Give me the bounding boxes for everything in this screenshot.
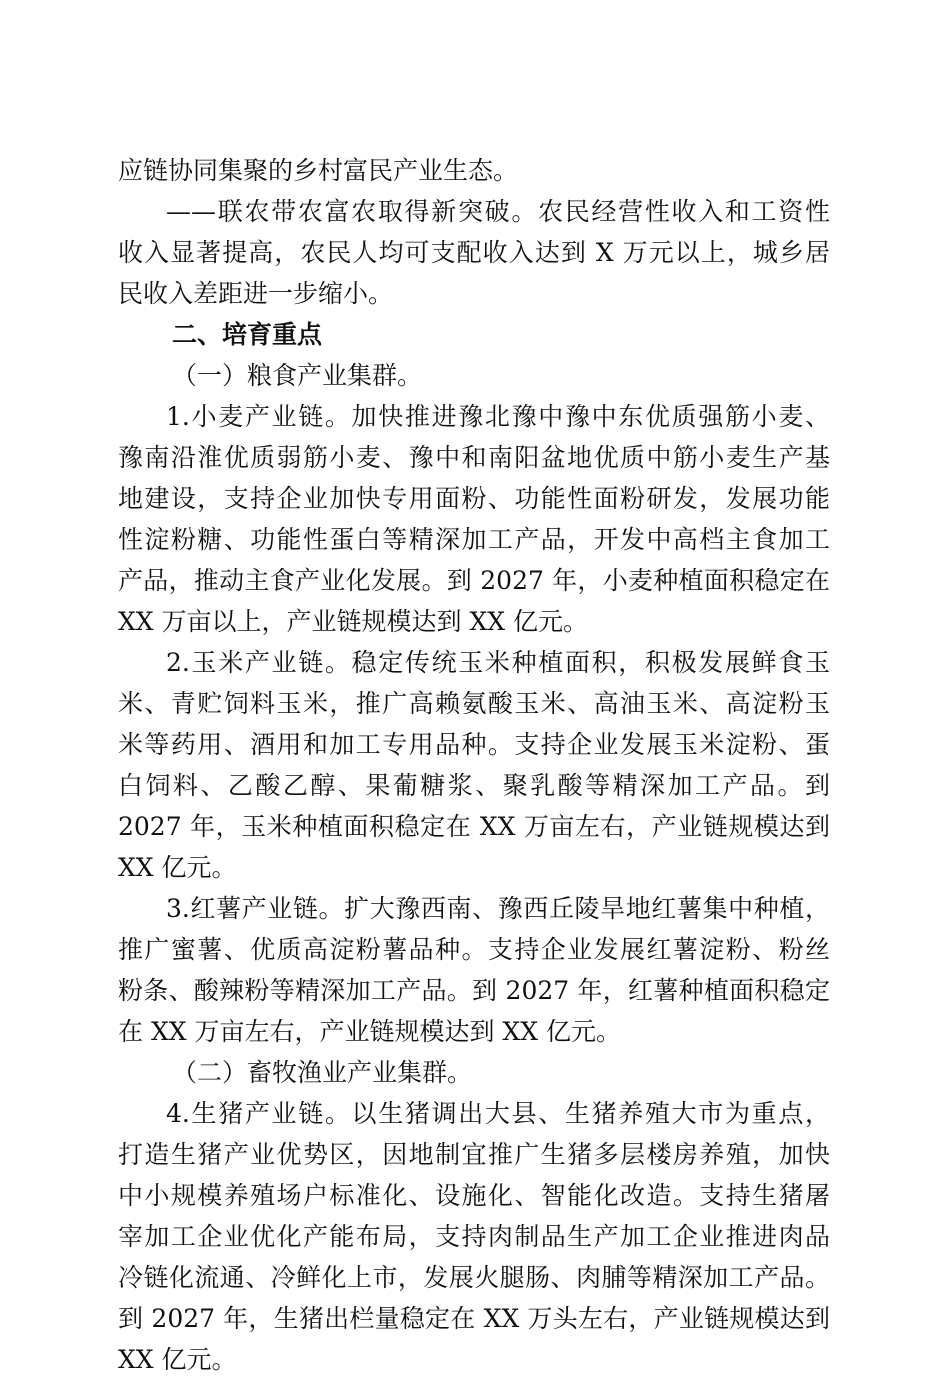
text-line: 2.玉米产业链。稳定传统玉米种植面积，积极发展鲜食玉 [166, 648, 830, 677]
text-line: 2027 年，玉米种植面积稳定在 XX 万亩左右，产业链规模达到 [118, 812, 830, 841]
heading-text: （二）畜牧渔业产业集群。 [172, 1058, 473, 1087]
text-line: XX 万亩以上，产业链规模达到 XX 亿元。 [118, 607, 589, 636]
text-line: 宰加工企业优化产能布局，支持肉制品生产加工企业推进肉品 [118, 1222, 830, 1251]
text-line: XX 亿元。 [118, 1345, 237, 1374]
text-line: 性淀粉糖、功能性蛋白等精深加工产品，开发中高档主食加工 [118, 525, 830, 554]
text-line: 到 2027 年，生猪出栏量稳定在 XX 万头左右，产业链规模达到 [118, 1304, 830, 1333]
text-line: 1.小麦产业链。加快推进豫北豫中豫中东优质强筋小麦、 [166, 402, 830, 431]
text-line: 白饲料、乙酸乙醇、果葡糖浆、聚乳酸等精深加工产品。到 [118, 771, 830, 800]
document-page [118, 150, 830, 1380]
text-line: 3.红薯产业链。扩大豫西南、豫西丘陵旱地红薯集中种植， [166, 894, 830, 923]
text-line: 中小规模养殖场户标准化、设施化、智能化改造。支持生猪屠 [118, 1181, 830, 1210]
text-line: 米等药用、酒用和加工专用品种。支持企业发展玉米淀粉、蛋 [118, 730, 830, 759]
paragraph-hog [118, 1093, 830, 1380]
text-line: 米、青贮饲料玉米，推广高赖氨酸玉米、高油玉米、高淀粉玉 [118, 689, 830, 718]
text-line: 在 XX 万亩左右，产业链规模达到 XX 亿元。 [118, 1017, 621, 1046]
section-heading [118, 314, 830, 355]
text-line: ——联农带农富农取得新突破。农民经营性收入和工资性 [166, 197, 830, 226]
text-line: 产品，推动主食产业化发展。到 2027 年，小麦种植面积稳定在 [118, 566, 830, 595]
paragraph-corn [118, 642, 830, 888]
text-line: 粉条、酸辣粉等精深加工产品。到 2027 年，红薯种植面积稳定 [118, 976, 830, 1005]
text-line: 豫南沿淮优质弱筋小麦、豫中和南阳盆地优质中筋小麦生产基 [118, 443, 830, 472]
subsection-heading-livestock [118, 1052, 830, 1093]
heading-text: 二、培育重点 [172, 320, 323, 349]
text-line: 地建设，支持企业加快专用面粉、功能性面粉研发，发展功能 [118, 484, 830, 513]
paragraph-wheat [118, 396, 830, 642]
heading-text: （一）粮食产业集群。 [172, 361, 423, 390]
text-line: 打造生猪产业优势区，因地制宜推广生猪多层楼房养殖，加快 [118, 1140, 830, 1169]
text-line: 推广蜜薯、优质高淀粉薯品种。支持企业发展红薯淀粉、粉丝 [118, 935, 830, 964]
text-line: 4.生猪产业链。以生猪调出大县、生猪养殖大市为重点， [166, 1099, 830, 1128]
paragraph-intro-end [118, 150, 830, 191]
text-line: 冷链化流通、冷鲜化上市，发展火腿肠、肉脯等精深加工产品。 [118, 1263, 830, 1292]
paragraph-sweet-potato [118, 888, 830, 1052]
subsection-heading-grain [118, 355, 830, 396]
paragraph-farmer-income [118, 191, 830, 314]
text-line: 应链协同集聚的乡村富民产业生态。 [118, 156, 519, 185]
text-line: XX 亿元。 [118, 853, 237, 882]
text-line: 收入显著提高，农民人均可支配收入达到 X 万元以上，城乡居 [118, 238, 830, 267]
text-line: 民收入差距进一步缩小。 [118, 279, 394, 308]
